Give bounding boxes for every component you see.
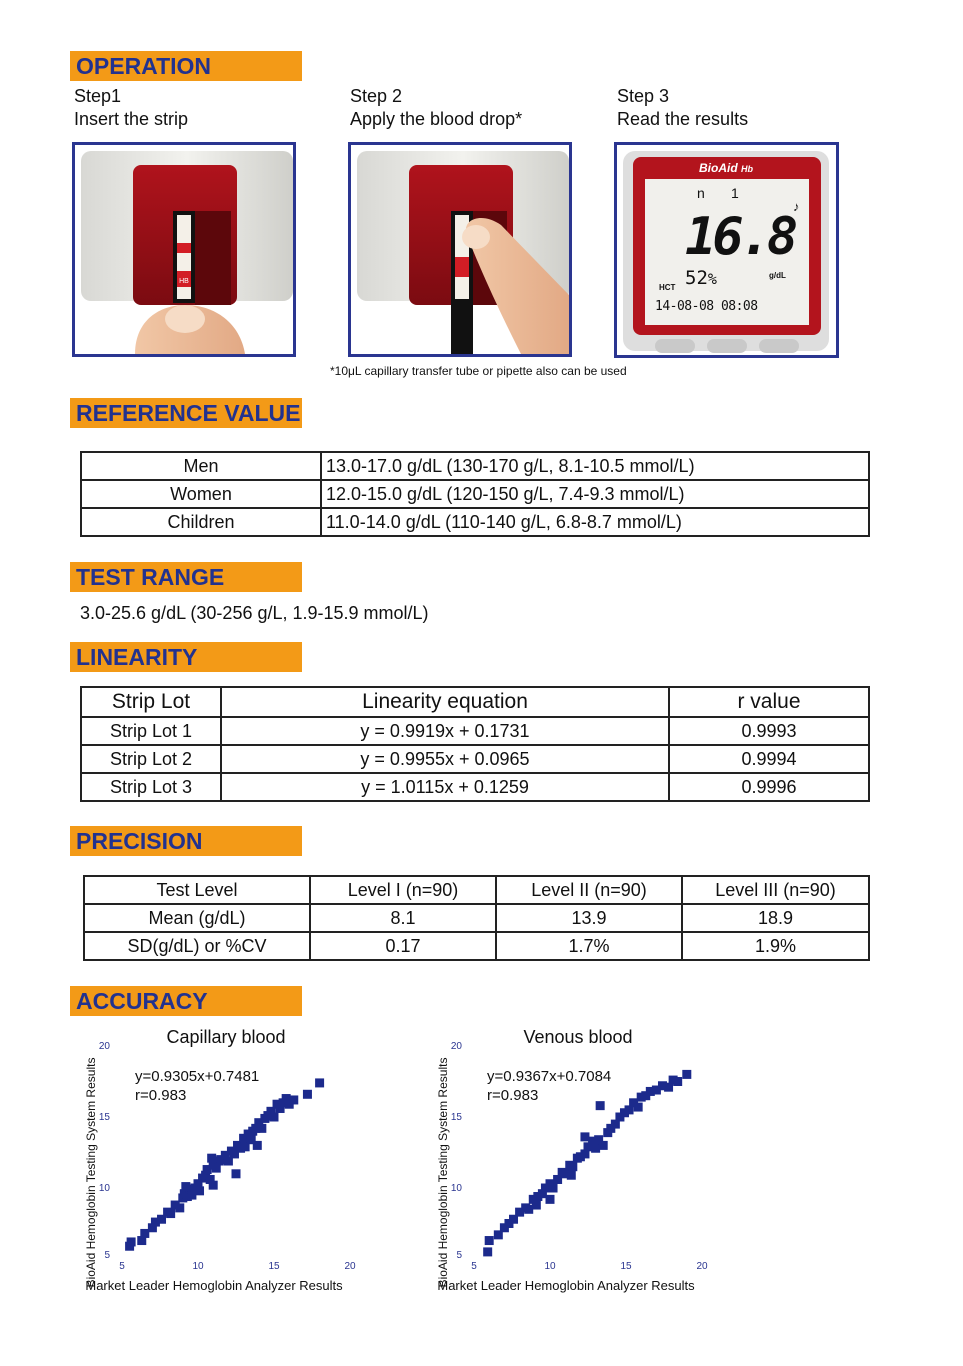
data-point [270, 1113, 279, 1122]
blood-drop-illustration [351, 145, 569, 354]
venous-chart [432, 1022, 732, 1297]
x-tick-label: 10 [192, 1261, 204, 1272]
linearity-lot: Strip Lot 1 [81, 717, 221, 745]
precision-value: 1.7% [496, 932, 682, 960]
data-point [166, 1209, 175, 1218]
linearity-lot: Strip Lot 3 [81, 773, 221, 801]
meter-datetime: 14-08-08 08:08 [655, 299, 758, 314]
data-point [567, 1171, 576, 1180]
ref-group: Children [81, 508, 321, 536]
data-point [257, 1124, 266, 1133]
data-point [682, 1070, 691, 1079]
precision-header-l3: Level III (n=90) [682, 876, 869, 904]
ref-group: Women [81, 480, 321, 508]
y-axis-label: BioAid Hemoglobin Testing System Results [436, 1057, 450, 1288]
x-tick-label: 20 [344, 1261, 356, 1272]
y-axis-label: BioAid Hemoglobin Testing System Results [84, 1057, 98, 1288]
meter-hct-unit: % [707, 270, 717, 288]
ref-value: 13.0-17.0 g/dL (130-170 g/L, 8.1-10.5 mmol/L) [321, 452, 869, 480]
data-point [315, 1078, 324, 1087]
data-point [596, 1101, 605, 1110]
x-tick-label: 10 [544, 1261, 556, 1272]
x-axis-label: Market Leader Hemoglobin Analyzer Results [85, 1278, 343, 1293]
meter-n-value: 1 [731, 185, 739, 201]
x-axis-label: Market Leader Hemoglobin Analyzer Results [437, 1278, 695, 1293]
ref-value: 11.0-14.0 g/dL (110-140 g/L, 6.8-8.7 mmol/L) [321, 508, 869, 536]
precision-value: 0.17 [310, 932, 496, 960]
data-point [673, 1077, 682, 1086]
y-tick-label: 15 [98, 1112, 110, 1123]
precision-metric: SD(g/dL) or %CV [84, 932, 310, 960]
footnote: *10μL capillary transfer tube or pipette also can be used [330, 364, 627, 378]
precision-metric: Mean (g/dL) [84, 904, 310, 932]
linearity-equation: y = 1.0115x + 0.1259 [221, 773, 669, 801]
data-point [580, 1132, 589, 1141]
y-tick-label: 5 [104, 1250, 110, 1261]
data-point [181, 1182, 190, 1191]
y-tick-label: 15 [450, 1112, 462, 1123]
y-tick-label: 5 [456, 1250, 462, 1261]
data-point [568, 1162, 577, 1171]
operation-header: OPERATION [70, 51, 302, 81]
x-tick-label: 15 [620, 1261, 632, 1272]
step1-photo [72, 142, 296, 357]
precision-value: 13.9 [496, 904, 682, 932]
capillary-chart [80, 1022, 380, 1297]
meter-reading: 16.8 [685, 207, 795, 267]
meter-button-right [759, 339, 799, 353]
step3-photo [614, 142, 839, 358]
data-point [303, 1090, 312, 1099]
step3-text: Read the results [617, 109, 749, 129]
step2-photo [348, 142, 572, 357]
meter-button-left [655, 339, 695, 353]
test-range-value: 3.0-25.6 g/dL (30-256 g/L, 1.9-15.9 mmol/L) [80, 603, 429, 623]
regression-annotation: r=0.983 [135, 1087, 187, 1104]
meter-button-center [707, 339, 747, 353]
reference-header: REFERENCE VALUE [70, 398, 302, 428]
precision-header-l1: Level I (n=90) [310, 876, 496, 904]
linearity-r: 0.9996 [669, 773, 869, 801]
insert-strip-illustration [75, 145, 293, 354]
table-header-row [84, 876, 869, 904]
meter-brand-name: BioAid [699, 161, 738, 175]
data-point [209, 1181, 218, 1190]
precision-value: 1.9% [682, 932, 869, 960]
table-row [81, 717, 869, 745]
data-point [175, 1203, 184, 1212]
meter-unit: g/dL [769, 271, 786, 280]
linearity-r: 0.9993 [669, 717, 869, 745]
data-point [207, 1154, 216, 1163]
table-row [81, 452, 869, 480]
data-point [634, 1103, 643, 1112]
table-row [84, 904, 869, 932]
step2-caption [350, 85, 522, 131]
meter-hct-number: 52 [685, 267, 708, 289]
data-point [485, 1236, 494, 1245]
y-tick-label: 20 [450, 1041, 462, 1052]
y-tick-label: 10 [98, 1183, 110, 1194]
linearity-header-equation: Linearity equation [221, 687, 669, 717]
linearity-equation: y = 0.9919x + 0.1731 [221, 717, 669, 745]
meter-brand-suffix: Hb [741, 164, 754, 174]
meter-display [645, 179, 809, 325]
step1-number: Step1 [74, 86, 122, 106]
table-row [81, 773, 869, 801]
data-point [549, 1184, 558, 1193]
chart-title: Capillary blood [166, 1027, 286, 1047]
data-point [127, 1237, 136, 1246]
reference-table [80, 451, 870, 537]
y-tick-label: 10 [450, 1183, 462, 1194]
meter-hct-value [685, 267, 717, 289]
data-point [532, 1201, 541, 1210]
step1-text: Insert the strip [74, 109, 189, 129]
step1-caption [74, 85, 188, 131]
linearity-lot: Strip Lot 2 [81, 745, 221, 773]
table-row [81, 480, 869, 508]
y-tick-label: 20 [98, 1041, 110, 1052]
regression-annotation: y=0.9305x+0.7481 [135, 1068, 260, 1085]
accuracy-header: ACCURACY [70, 986, 302, 1016]
table-row [81, 508, 869, 536]
data-point [289, 1095, 298, 1104]
linearity-equation: y = 0.9955x + 0.0965 [221, 745, 669, 773]
precision-value: 18.9 [682, 904, 869, 932]
meter-brand [699, 161, 753, 175]
chart-title: Venous blood [523, 1027, 633, 1047]
linearity-header: LINEARITY [70, 642, 302, 672]
meter-hct-label: HCT [659, 283, 676, 292]
precision-header: PRECISION [70, 826, 302, 856]
table-row [84, 932, 869, 960]
x-tick-label: 20 [696, 1261, 708, 1272]
linearity-header-lot: Strip Lot [81, 687, 221, 717]
precision-table [83, 875, 870, 961]
ref-value: 12.0-15.0 g/dL (120-150 g/L, 7.4-9.3 mmol/L) [321, 480, 869, 508]
precision-header-level: Test Level [84, 876, 310, 904]
x-tick-label: 5 [119, 1261, 125, 1272]
data-point [546, 1195, 555, 1204]
ref-group: Men [81, 452, 321, 480]
linearity-r: 0.9994 [669, 745, 869, 773]
table-header-row [81, 687, 869, 717]
regression-annotation: r=0.983 [487, 1087, 539, 1104]
music-note-icon: ♪ [793, 199, 800, 214]
step3-caption [617, 85, 748, 131]
linearity-table [80, 686, 870, 802]
data-point [232, 1169, 241, 1178]
regression-annotation: y=0.9367x+0.7084 [487, 1068, 612, 1085]
linearity-header-r: r value [669, 687, 869, 717]
meter-n-label: n [697, 185, 705, 201]
x-tick-label: 5 [471, 1261, 477, 1272]
data-point [483, 1247, 492, 1256]
step3-number: Step 3 [617, 86, 670, 106]
data-point [195, 1186, 204, 1195]
test-range-header: TEST RANGE [70, 562, 302, 592]
step2-number: Step 2 [350, 86, 403, 106]
precision-header-l2: Level II (n=90) [496, 876, 682, 904]
table-row [81, 745, 869, 773]
data-point [599, 1141, 608, 1150]
x-tick-label: 15 [268, 1261, 280, 1272]
precision-value: 8.1 [310, 904, 496, 932]
data-point [253, 1141, 262, 1150]
step2-text: Apply the blood drop* [350, 109, 523, 129]
strip-label-hb: HB [179, 278, 189, 285]
